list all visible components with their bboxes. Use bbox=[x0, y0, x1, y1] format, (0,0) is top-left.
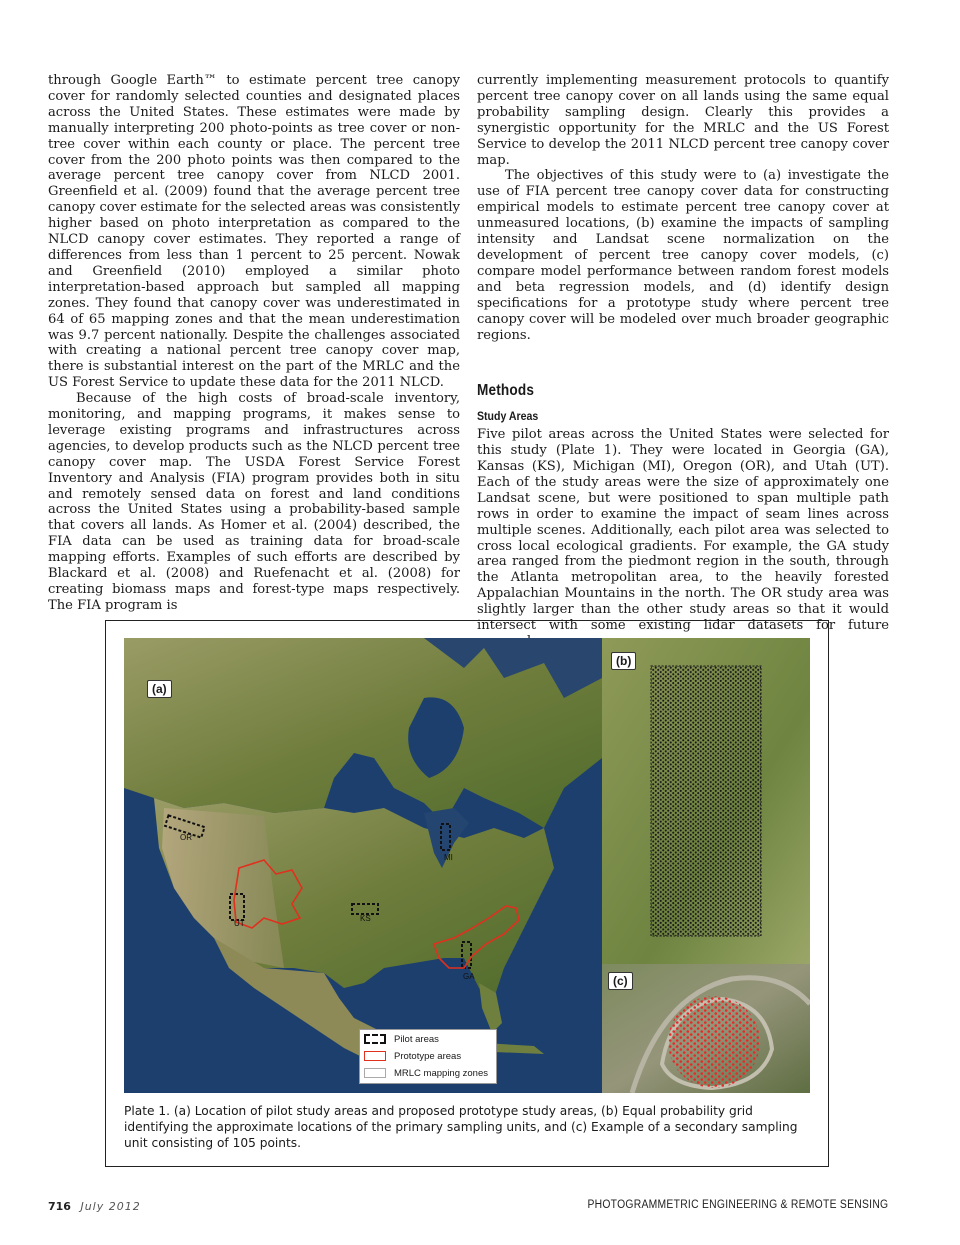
panel-c-label: (c) bbox=[608, 972, 633, 990]
sampling-unit-points bbox=[668, 996, 760, 1088]
legend-pilot-label: Pilot areas bbox=[394, 1033, 439, 1045]
page-number: 716 bbox=[48, 1200, 71, 1213]
issue-date: July 2012 bbox=[80, 1200, 141, 1213]
right-paragraph-3: Five pilot areas across the United States were selected for this study (Plate 1). They were located in Georgia (GA), Kansas (KS), Michigan (MI), Oregon (OR), and Utah (UT). Each of the study areas were the size of approximately one Landsat scene, but were positioned to span multiple path rows in order to examine the impact of seam lines across multiple scenes. Additionally, each pilot area was selected to cross local ecological gradients. For example, the GA study area ranged from the piedmont region in the south, through the Atlanta metropolitan area, to the heavily forested Appalachian Mountains in the north. The OR study area was slightly larger than the other study areas so that it would intersect with some existing lidar datasets for future bbox=[477, 427, 889, 634]
grid-area bbox=[651, 666, 761, 936]
right-paragraph-1: currently implementing measurement protocols to quantify percent tree canopy cover on all lands using the same equal probability sampling design. Clearly this provides a synergistic opportunity for the MRLC and the US Forest Service to develop the 2011 NLCD percent tree canopy cover map. bbox=[477, 73, 889, 168]
north-america-map bbox=[124, 638, 602, 1093]
secondary-sampling-unit-image bbox=[602, 964, 810, 1093]
left-paragraph-2: Because of the high costs of broad-scale inventory, monitoring, and mapping programs, it makes sense to leverage existing programs and infrastructures across agencies, to develop products such as the NLCD percent tree canopy cover map. The USDA Forest Service Forest Inventory and Analysis (FIA) program provides both in situ and remotely sensed data on forest and land conditions across the United States using a probability-based sample that covers all lands. As Homer et al. (2004) described, the FIA data can be used as training data for broad-scale mapping efforts. Examples of such efforts are described by Blackard et al. (2008) and Ruefenacht et al. (2008) for creating biomass maps and forest-type maps respectively. The FIA program is bbox=[48, 391, 460, 613]
legend-pilot-swatch bbox=[364, 1034, 386, 1044]
panel-b-label: (b) bbox=[611, 652, 636, 670]
equal-probability-grid-image bbox=[602, 638, 810, 964]
map-label-or: OR bbox=[180, 833, 192, 842]
map-label-ks: KS bbox=[360, 914, 371, 923]
journal-name: PHOTOGRAMMETRIC ENGINEERING & REMOTE SENSING bbox=[587, 1199, 888, 1211]
map-label-ga: GA bbox=[463, 972, 475, 981]
map-legend bbox=[359, 1029, 497, 1084]
legend-mrlc-label: MRLC mapping zones bbox=[394, 1067, 488, 1079]
panel-a-label: (a) bbox=[147, 680, 172, 698]
legend-prototype-swatch bbox=[364, 1051, 386, 1061]
map-label-mi: MI bbox=[444, 853, 453, 862]
left-column bbox=[48, 73, 460, 614]
legend-mrlc-swatch bbox=[364, 1068, 386, 1078]
legend-prototype-label: Prototype areas bbox=[394, 1050, 462, 1062]
legend-mrlc bbox=[364, 1066, 488, 1080]
right-paragraph-2: The objectives of this study were to (a) investigate the use of FIA percent tree canopy cover data for constructing empirical models to estimate percent tree canopy cover at unmeasured locations, (b) examine the impacts of sampling intensity and Landsat scene normalization on the development of percent tree canopy cover models, (c) compare model performance between random forest models and beta regression models, and (d) identify design specifications for a prototype study where percent tree canopy cover will be modeled over much broader geographic regions. bbox=[477, 168, 889, 343]
legend-pilot bbox=[364, 1032, 439, 1046]
study-areas-heading: Study Areas bbox=[477, 409, 539, 424]
legend-prototype bbox=[364, 1049, 461, 1063]
methods-heading: Methods bbox=[477, 382, 535, 400]
figure-caption: Plate 1. (a) Location of pilot study areas and proposed prototype study areas, (b) Equal probability grid identifying the approximate locations of the primary sampling units, and (c) Example of a secondary sampling unit consisting of 105 points. bbox=[124, 1104, 798, 1151]
map-label-ut: UT bbox=[234, 919, 245, 928]
left-paragraph-1: through Google Earth™ to estimate percent tree canopy cover for randomly selected counties and designated places across the United States. These estimates were made by manually interpreting 200 photo-points as tree cover or non-tree cover within each county or place. The percent tree cover from the 200 photo points was then compared to the average percent tree canopy cover from NLCD 2001. Greenfield et al. (2009) found that the average percent tree canopy cover estimate for the selected areas was consistently higher based on photo interpretation as compared to the NLCD canopy cover estimates. They reported a range of differences from less than 1 percent to 25 percent. Nowak and Greenfield (2010) employed a similar photo interpretation-based approach but sampled all mapping zones. They found that canopy cover was underestimated in 64 of 65 mapping zones and that the mean underestimation was 9.7 percent nationally. Despite the challenges associated with creating a national percent tree canopy cover map, there is substantial interest on the part of the MRLC and the US Forest Service to update these data for the 2011 NLCD. bbox=[48, 73, 460, 391]
right-column bbox=[477, 73, 889, 650]
footer-left bbox=[48, 1200, 141, 1213]
